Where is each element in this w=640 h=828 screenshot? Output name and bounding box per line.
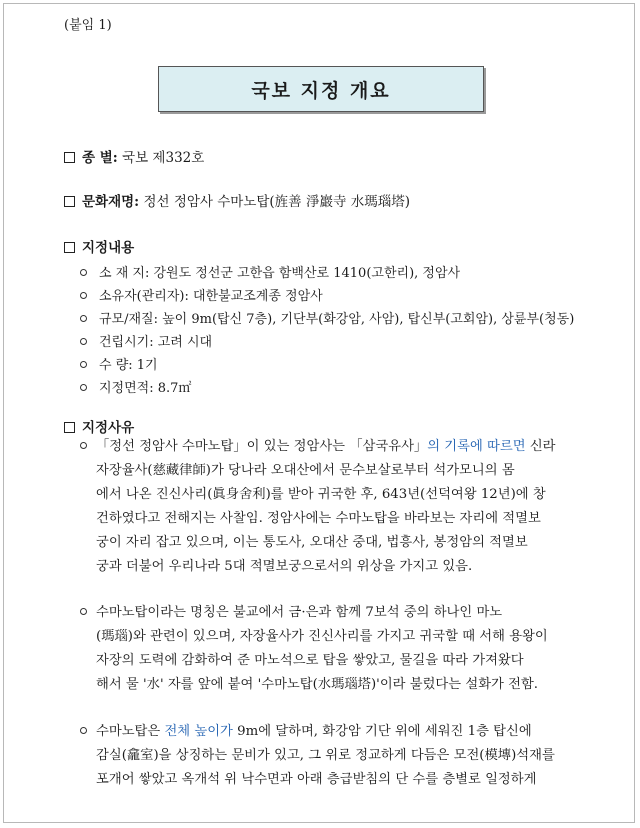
reason-paragraph-3: 수마노탑은 전체 높이가 9m에 달하며, 화강암 기단 위에 세워진 1층 탑신에 감실(龕室)을 상징하는 문비가 있고, 그 위로 정교하게 다듬은 모전(模塼)석재를 포개어 쌓았고 옥개석 위 낙수면과 아래 층급받침의 단 수를 층별로 일정하게 bbox=[80, 720, 600, 792]
checkbox-square-icon bbox=[64, 422, 75, 433]
detail-item: 건립시기: 고려 시대 bbox=[80, 331, 212, 350]
attachment-label: (붙임 1) bbox=[64, 18, 112, 33]
detail-item: 규모/재질: 높이 9m(탑신 7층), 기단부(화강암, 사암), 탑신부(고회암), 상륜부(청동) bbox=[80, 308, 574, 327]
bullet-circle-icon bbox=[80, 442, 87, 449]
name-label: 문화재명: bbox=[82, 194, 140, 210]
type-label: 종 별: bbox=[82, 150, 118, 166]
section-details bbox=[64, 236, 134, 256]
bullet-circle-icon bbox=[80, 269, 87, 276]
bullet-circle-icon bbox=[80, 727, 87, 734]
bullet-circle-icon bbox=[80, 361, 87, 368]
detail-item: 지정면적: 8.7㎡ bbox=[80, 377, 191, 396]
section-reason bbox=[64, 416, 134, 436]
detail-item: 소유자(관리자): 대한불교조계종 정암사 bbox=[80, 285, 323, 304]
checkbox-square-icon bbox=[64, 242, 75, 253]
bullet-circle-icon bbox=[80, 338, 87, 345]
page-frame bbox=[3, 3, 635, 823]
reason-label: 지정사유 bbox=[82, 420, 135, 436]
detail-item: 소 재 지: 강원도 정선군 고한읍 함백산로 1410(고한리), 정암사 bbox=[80, 262, 460, 281]
bullet-circle-icon bbox=[80, 384, 87, 391]
section-type bbox=[64, 146, 204, 166]
bullet-circle-icon bbox=[80, 292, 87, 299]
section-name bbox=[64, 190, 410, 210]
type-value: 국보 제332호 bbox=[122, 150, 205, 166]
name-value: 정선 정암사 수마노탑(旌善 淨巖寺 水瑪瑙塔) bbox=[143, 194, 411, 210]
reason-paragraph-1: 「정선 정암사 수마노탑」이 있는 정암사는 「삼국유사」의 기록에 따르면 신라 자장율사(慈藏律師)가 당나라 오대산에서 문수보살로부터 석가모니의 몸 에서 나온 진신사리(眞身舍利)를 받아 귀국한 후, 643년(선덕여왕 12년)에 창 건하였다고 전해지는 사찰임. 정암사에는 수마노탑을 바라보는 자리에 적멸보 궁이 자리 잡고 있으며, 이는 통도사, 오대산 중대, 법흥사, 봉정암의 적멸보 궁과 더불어 우리나라 5대 적멸보궁으로서의 위상을 가지고 있음. bbox=[80, 435, 600, 579]
detail-item: 수 량: 1기 bbox=[80, 354, 158, 373]
bullet-circle-icon bbox=[80, 608, 87, 615]
bullet-circle-icon bbox=[80, 315, 87, 322]
checkbox-square-icon bbox=[64, 152, 75, 163]
details-label: 지정내용 bbox=[82, 240, 135, 256]
page-title: 국보 지정 개요 bbox=[158, 66, 484, 112]
checkbox-square-icon bbox=[64, 196, 75, 207]
reason-paragraph-2: 수마노탑이라는 명칭은 불교에서 금·은과 함께 7보석 중의 하나인 마노 (瑪瑙)와 관련이 있으며, 자장율사가 진신사리를 가지고 귀국할 때 서해 용왕이 자장의 도력에 감화하여 준 마노석으로 탑을 쌓았고, 물길을 따라 가져왔다 해서 물 '水' 자를 앞에 붙여 '수마노탑(水瑪瑙塔)'이라 불렀다는 설화가 전함. bbox=[80, 601, 600, 697]
